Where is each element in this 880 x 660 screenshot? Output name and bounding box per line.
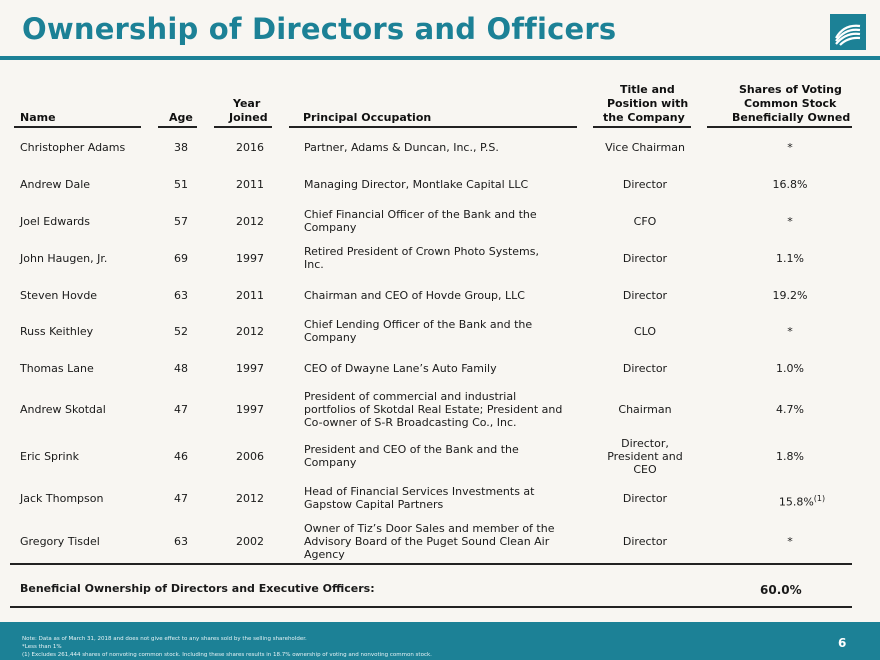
cell-year: 2011 — [236, 177, 264, 191]
cell-occupation-line: Gapstow Capital Partners — [304, 498, 444, 511]
total-value: 60.0% — [760, 583, 802, 597]
cell-age: 63 — [174, 288, 188, 302]
cell-shares: 1.8% — [776, 449, 804, 463]
cell-year: 2002 — [236, 534, 264, 548]
cell-year: 2006 — [236, 449, 264, 463]
cell-occupation-line: Owner of Tiz’s Door Sales and member of the — [304, 521, 555, 535]
cell-shares — [712, 492, 880, 509]
cell-name: Andrew Skotdal — [20, 402, 106, 416]
cell-age: 38 — [174, 140, 188, 154]
cell-position-line: President and — [607, 449, 683, 463]
header-underline-occupation — [289, 126, 577, 128]
cell-year: 2012 — [236, 491, 264, 505]
cell-shares: 19.2% — [772, 288, 808, 302]
total-label: Beneficial Ownership of Directors and Executive Officers: — [20, 582, 375, 595]
cell-occupation-line: Managing Director, Montlake Capital LLC — [304, 177, 529, 191]
cell-position-line: Director, — [621, 436, 669, 450]
cell-occupation-line: CEO of Dwayne Lane’s Auto Family — [304, 361, 497, 375]
cell-year: 2012 — [236, 324, 264, 338]
cell-name: Eric Sprink — [20, 449, 79, 463]
header-shares-line1: Shares of Voting — [739, 83, 842, 96]
cell-occupation-line: Advisory Board of the Puget Sound Clean Air — [304, 534, 550, 548]
header-title-line3: the Company — [603, 111, 685, 124]
header-age: Age — [169, 111, 193, 124]
cell-position-line: Director — [622, 288, 668, 302]
header-title-line2: Position with — [607, 97, 689, 110]
cell-occupation-line: Chief Lending Officer of the Bank and the — [304, 318, 533, 331]
cell-position-line: Director — [622, 361, 668, 375]
cell-occupation-line: President of commercial and industrial — [304, 389, 517, 403]
cell-year: 1997 — [236, 251, 264, 265]
header-underline-name — [14, 126, 141, 128]
cell-name: John Haugen, Jr. — [20, 251, 108, 265]
cell-shares: 1.0% — [776, 361, 804, 375]
cell-shares: * — [787, 214, 793, 228]
cell-occupation-line: Agency — [304, 547, 345, 561]
cell-age: 52 — [174, 324, 188, 338]
footnote-nonvoting: (1) Excludes 261,444 shares of nonvoting common stock. Including these shares results in 18.7% ownership of voting and nonvoting common stock. — [22, 652, 432, 658]
cell-occupation-line: Chairman and CEO of Hovde Group, LLC — [304, 288, 525, 302]
header-underline-title — [593, 126, 691, 128]
cell-position-line: Director — [622, 491, 668, 505]
cell-shares: 4.7% — [776, 402, 804, 416]
cell-year: 1997 — [236, 361, 264, 375]
cell-name: Thomas Lane — [20, 361, 94, 375]
cell-occupation-line: Company — [304, 456, 357, 469]
cell-age: 47 — [174, 402, 188, 416]
cell-name: Russ Keithley — [20, 324, 94, 338]
header-year-line1: Year — [233, 97, 261, 110]
cell-name: Joel Edwards — [20, 214, 91, 228]
cell-position-line: Director — [622, 534, 668, 548]
cell-shares: 16.8% — [772, 177, 808, 191]
header-name: Name — [20, 111, 56, 124]
cell-age: 46 — [174, 449, 188, 463]
cell-year: 2011 — [236, 288, 264, 302]
cell-occupation-line: Chief Financial Officer of the Bank and the — [304, 208, 537, 221]
cell-occupation-line: Retired President of Crown Photo Systems, — [304, 245, 539, 258]
cell-age: 57 — [174, 214, 188, 228]
cell-name: Jack Thompson — [20, 491, 104, 505]
header-shares-line2: Common Stock — [744, 97, 837, 110]
cell-occupation-line: Partner, Adams & Duncan, Inc., P.S. — [304, 140, 499, 154]
cell-age: 69 — [174, 251, 188, 265]
footnote-data-date: Note: Data as of March 31, 2018 and does not give effect to any shares sold by the selling shareholder. — [22, 636, 307, 642]
cell-position-line: Vice Chairman — [605, 140, 685, 154]
header-occupation: Principal Occupation — [303, 111, 432, 124]
cell-shares-footnote-ref: (1) — [813, 493, 826, 503]
cell-shares: * — [787, 534, 793, 548]
cell-age: 63 — [174, 534, 188, 548]
cell-occupation-line: President and CEO of the Bank and the — [304, 443, 519, 456]
cell-position-line: CEO — [633, 462, 657, 476]
cell-name: Christopher Adams — [20, 140, 126, 154]
cell-age: 51 — [174, 177, 188, 191]
wave-logo-icon — [830, 14, 866, 50]
cell-position-line: CFO — [633, 214, 657, 228]
cell-shares-value: 15.8% — [778, 495, 814, 509]
header-title-line1: Title and — [620, 83, 675, 96]
cell-name: Steven Hovde — [20, 288, 98, 302]
cell-occupation-line: Head of Financial Services Investments at — [304, 485, 535, 498]
cell-occupation-line: Inc. — [304, 258, 324, 271]
total-rule-top — [10, 563, 852, 565]
cell-year: 2016 — [236, 140, 264, 154]
header-underline-shares — [707, 126, 852, 128]
cell-occupation-line: Company — [304, 221, 357, 234]
cell-shares: * — [787, 324, 793, 338]
cell-year: 2012 — [236, 214, 264, 228]
cell-occupation-line: Company — [304, 331, 357, 344]
footer-bar — [0, 622, 880, 660]
cell-age: 47 — [174, 491, 188, 505]
cell-occupation-line: portfolios of Skotdal Real Estate; President and — [304, 402, 563, 416]
cell-occupation-line: Co-owner of S-R Broadcasting Co., Inc. — [304, 415, 517, 429]
footnote-less-than: *Less than 1% — [22, 644, 62, 650]
cell-name: Gregory Tisdel — [20, 534, 100, 548]
cell-age: 48 — [174, 361, 188, 375]
title-rule — [0, 56, 880, 60]
cell-name: Andrew Dale — [20, 177, 91, 191]
header-year-line2: Joined — [229, 111, 268, 124]
cell-position-line: CLO — [633, 324, 657, 338]
cell-year: 1997 — [236, 402, 264, 416]
header-underline-age — [158, 126, 197, 128]
cell-shares: 1.1% — [776, 251, 804, 265]
page-title: Ownership of Directors and Officers — [22, 12, 617, 46]
cell-shares: * — [787, 140, 793, 154]
total-rule-bottom — [10, 606, 852, 608]
cell-position-line: Director — [622, 177, 668, 191]
header-shares-line3: Beneficially Owned — [732, 111, 851, 124]
cell-position-line: Director — [622, 251, 668, 265]
header-underline-year — [214, 126, 272, 128]
page-number: 6 — [838, 636, 847, 650]
cell-position-line: Chairman — [618, 402, 672, 416]
